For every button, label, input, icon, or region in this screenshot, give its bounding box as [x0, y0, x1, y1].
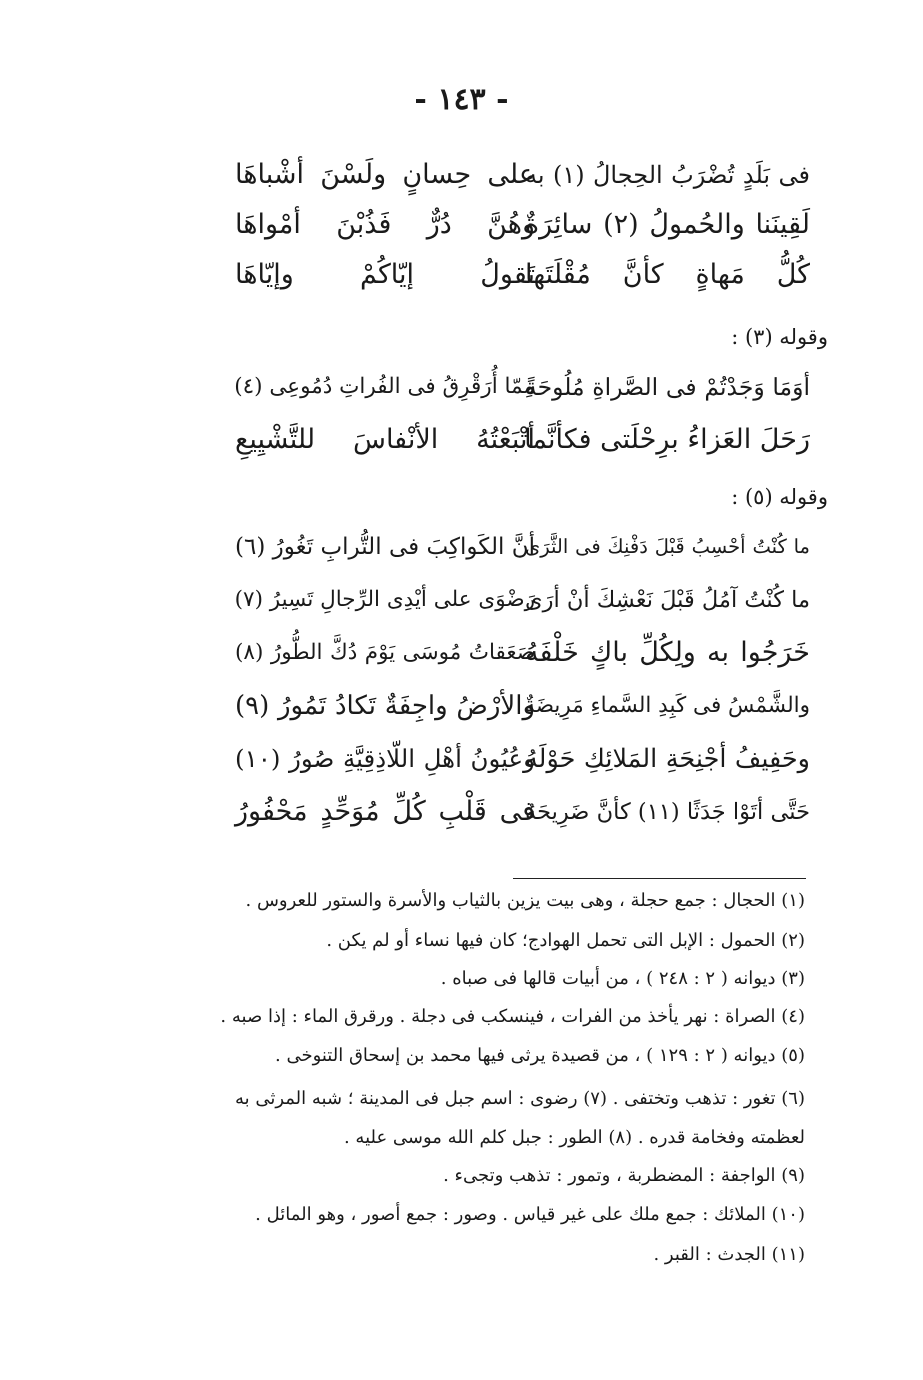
- verse-second-hemistich: وهُنَّ دُرٌّ فَذُبْنَ أمْواهَا: [235, 209, 535, 240]
- footnote: (٤) الصراة : نهر يأخذ من الفرات ، فينسكب فى دجلة . ورقرق الماء : إذا صبه .: [220, 1006, 805, 1027]
- verse-second-hemistich: وعُيُونُ أهْلِ اللّاذِقِيَّةِ صُورُ (١٠): [235, 744, 535, 773]
- verse-line: [160, 575, 810, 625]
- verse-first-hemistich: وحَفِيفُ أجْنِحَةِ المَلائِكِ حَوْلَهُ: [525, 744, 810, 774]
- verse-second-hemistich: تَقولُ إيّاكُمْ وإيّاهَا: [235, 259, 535, 290]
- verse-second-hemistich: أتْبَعْتُهُ الأنْفاسَ للتَّشْيِيعِ: [235, 424, 535, 455]
- poem-intro: وقوله (٣) :: [731, 325, 828, 349]
- verse-second-hemistich: مِمّا أُرَقْرِقُ فى الفُراتِ دُمُوعِى (٤): [234, 374, 535, 399]
- verse-line: [160, 734, 810, 784]
- footnote-divider: [513, 878, 806, 879]
- verse-second-hemistich: والأرْضُ واجِفَةٌ تَكادُ تَمُورُ (٩): [235, 691, 535, 721]
- footnote: (٢) الحمول : الإبل التى تحمل الهوادج؛ كان فيها نساء أو لم يكن .: [326, 930, 805, 951]
- footnote: (٦) تغور : تذهب وتختفى . (٧) رضوى : اسم جبل فى المدينة ؛ شبه المرثى به: [234, 1088, 805, 1109]
- verse-first-hemistich: حَتَّى أتَوْا جَدَثًا (١١) كأنَّ ضَرِيحَهُ: [525, 799, 810, 825]
- verse-line: [160, 787, 810, 837]
- verse-line: [160, 150, 810, 200]
- footnote: (١٠) الملائك : جمع ملك على غير قياس . وصور : جمع أصور ، وهو المائل .: [255, 1204, 805, 1225]
- verse-first-hemistich: أوَمَا وَجَدْتُمْ فى الصَّراةِ مُلُوحَةً: [525, 373, 810, 401]
- verse-line: [160, 362, 810, 412]
- page-number: - ١٤٣ -: [414, 82, 509, 117]
- verse-second-hemistich: صَعَقاتُ مُوسَى يَوْمَ دُكَّ الطُّورُ (٨): [235, 640, 535, 665]
- verse-line: [160, 250, 810, 300]
- footnote: لعظمته وفخامة قدره . (٨) الطور : جبل كلم الله موسى عليه .: [343, 1127, 805, 1148]
- footnote: (١١) الجدث : القبر .: [653, 1244, 805, 1265]
- verse-second-hemistich: رَضْوَى على أيْدِى الرِّجالِ تَسِيرُ (٧): [234, 587, 535, 612]
- verse-first-hemistich: خَرَجُوا به ولِكُلِّ باكٍ خَلْفَهُ: [525, 637, 810, 668]
- verse-line: [160, 415, 810, 465]
- verse-line: [160, 200, 810, 250]
- verse-first-hemistich: كُلُّ مَهاةٍ كأنَّ مُقْلَتَها: [525, 259, 810, 290]
- verse-line: [160, 628, 810, 678]
- verse-second-hemistich: على حِسانٍ ولَسْنَ أشْباهَا: [235, 159, 535, 190]
- footnote: (٣) ديوانه ( ٢ : ٢٤٨ ) ، من أبيات قالها فى صباه .: [440, 968, 805, 989]
- footnote: (٩) الواجفة : المضطربة ، وتمور : تذهب وتجىء .: [443, 1165, 805, 1186]
- verse-second-hemistich: فى قَلْبِ كُلِّ مُوَحِّدٍ مَحْفُورُ: [235, 796, 535, 827]
- verse-first-hemistich: ما كُنْتُ أحْسِبُ قَبْلَ دَفْنِكَ فى الثَّرَى: [525, 535, 810, 558]
- verse-first-hemistich: لَقِينَنا والحُمولُ (٢) سائِرَةٌ: [525, 209, 810, 240]
- verse-line: [160, 522, 810, 572]
- verse-second-hemistich: أنَّ الكَواكِبَ فى التُّرابِ تَغُورُ (٦): [235, 534, 535, 560]
- footnote: (٥) ديوانه ( ٢ : ١٢٩ ) ، من قصيدة يرثى فيها محمد بن إسحاق التنوخى .: [275, 1045, 805, 1066]
- verse-first-hemistich: والشَّمْسُ فى كَبِدِ السَّماءِ مَرِيضَةٌ: [524, 693, 810, 718]
- poem-intro: وقوله (٥) :: [731, 485, 828, 509]
- verse-first-hemistich: رَحَلَ العَزاءُ برِحْلَتى فكأنَّما: [524, 424, 810, 455]
- verse-first-hemistich: ما كُنْتُ آمُلُ قَبْلَ نَعْشِكَ أنْ أرَى: [525, 587, 810, 613]
- verse-first-hemistich: فى بَلَدٍ تُضْرَبُ الحِجالُ (١) به: [525, 161, 810, 189]
- footnote: (١) الحجال : جمع حجلة ، وهى بيت يزين بالثياب والأسرة والستور للعروس .: [245, 890, 805, 911]
- verse-line: [160, 681, 810, 731]
